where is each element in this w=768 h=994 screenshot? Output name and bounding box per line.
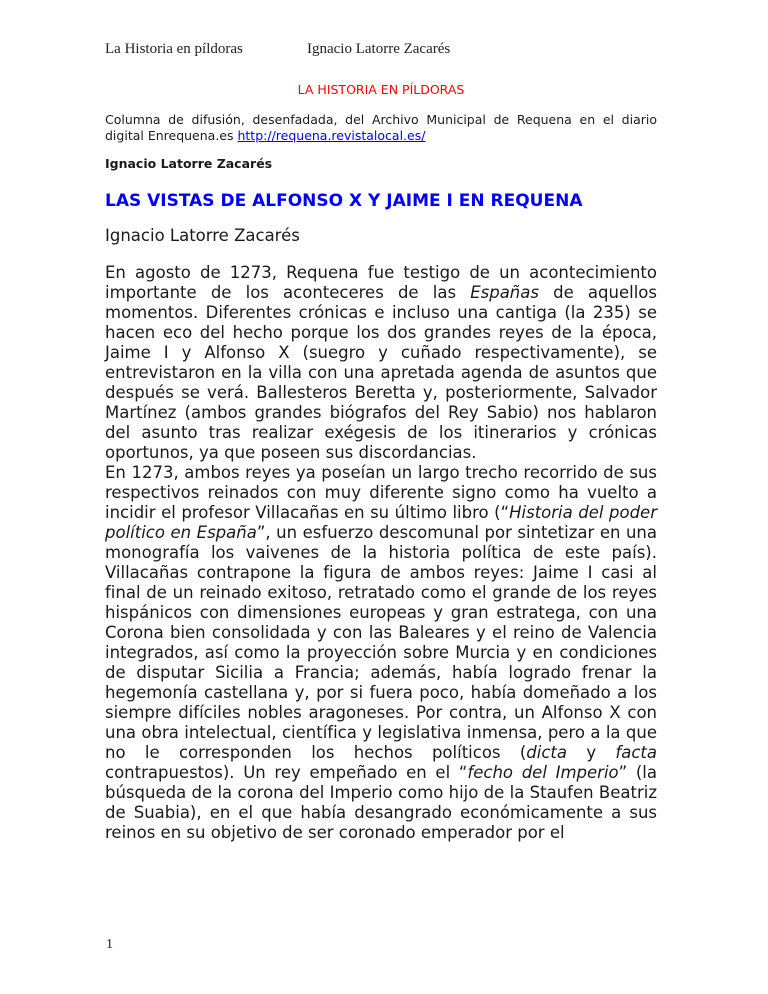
article-title: LAS VISTAS DE ALFONSO X Y JAIME I EN REQUENA [105, 191, 583, 211]
body-text-segment: de aquellos momentos. Diferentes crónicas e incluso una cantiga (la 235) se hacen eco del hecho porque los dos grandes reyes de la época, Jaime I y Alfonso X (suegro y cuñado respectivamente), se entrevistaron en la villa con una apretada agenda de asuntos que después se verá. Ballesteros Beretta y, posteriormente, Salvador Martínez (ambos grandes biógrafos del Rey Sabio) nos hablaron del asunto tras realizar exégesis de los itinerarios y crónicas oportunos, ya que poseen sus discordancias. [105, 283, 657, 462]
body-text-segment-italic: facta [615, 743, 657, 762]
body-text-segment: ”, un esfuerzo descomunal por sintetizar en una monografía los vaivenes de la historia política de este país). Villacañas contrapone la figura de ambos reyes: Jaime I casi al final de un reinado exitoso, retratado como el grande de los reyes hispánicos con dimensiones europeas y gran estratega, con una Corona bien consolidada y con las Baleares y el reino de Valencia integrados, así como la proyección sobre Murcia y en condiciones de disputar Sicilia a Francia; además, había logrado frenar la hegemonía castellana y, por si fuera poco, había domeñado a los siempre difíciles nobles aragoneses. Por contra, un Alfonso X con una obra intelectual, científica y legislativa inmensa, pero a la que no le corresponden los hechos políticos ( [105, 523, 658, 762]
body-text-segment: contrapuestos). Un rey empeñado en el “ [105, 763, 468, 782]
running-header-right: Ignacio Latorre Zacarés [307, 41, 451, 57]
column-masthead-title: LA HISTORIA EN PÍLDORAS [297, 82, 465, 97]
byline-bold: Ignacio Latorre Zacarés [105, 156, 273, 171]
body-text-segment: En agosto de 1273, Requena fue testigo de un acontecimiento importante de los aconteceres de las [105, 263, 657, 302]
body-text-segment-italic: Españas [470, 283, 539, 302]
article-body [105, 263, 657, 843]
body-text-segment-italic: fecho del Imperio [467, 763, 619, 782]
intro-paragraph [105, 112, 657, 144]
body-text-segment-italic: dicta [526, 743, 567, 762]
body-text-segment-italic: Historia del poder político en España [105, 503, 657, 542]
running-header [105, 40, 657, 58]
page-number: 1 [106, 937, 113, 952]
article-paragraph-1 [105, 263, 657, 463]
body-text-segment: y [567, 743, 616, 762]
enrequena-link[interactable]: http://requena.revistalocal.es/ [237, 128, 426, 143]
body-text-segment: En 1273, ambos reyes ya poseían un largo trecho recorrido de sus respectivos reinados con muy diferente signo como ha vuelto a incidir el profesor Villacañas en su último libro (“ [105, 463, 657, 522]
intro-text: Columna de difusión, desenfadada, del Archivo Municipal de Requena en el diario digital Enrequena.es [105, 112, 657, 143]
article-paragraph-2 [105, 463, 657, 843]
article-author: Ignacio Latorre Zacarés [105, 226, 300, 245]
body-text-segment: ” (la búsqueda de la corona del Imperio como hijo de la Staufen Beatriz de Suabia), en el que había desangrado económicamente a sus reinos en su objetivo de ser coronado emperador por el [105, 763, 657, 842]
running-header-left: La Historia en píldoras [105, 41, 243, 57]
